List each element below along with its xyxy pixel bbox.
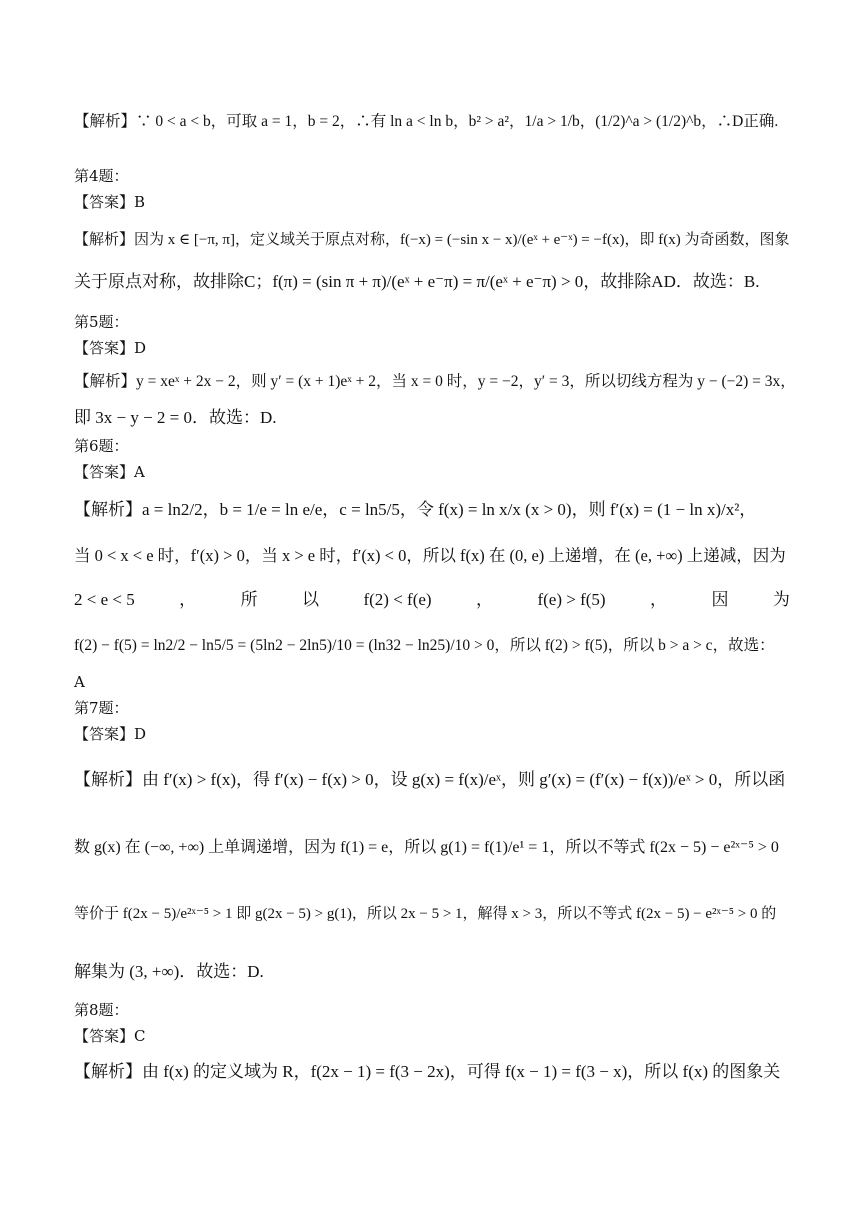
q6-l3-p4: f(2) < f(e) xyxy=(363,590,432,609)
q6-analysis-line-3 xyxy=(74,590,790,610)
q6-l3-p7: ， xyxy=(650,590,668,609)
q6-analysis-line-5: A xyxy=(74,673,85,691)
q8-title: 第8题： xyxy=(74,1001,129,1019)
q4-text-1c: ，即 f(x) 为奇函数，图象 xyxy=(624,232,790,248)
q8-analysis-line-1 xyxy=(74,1062,794,1082)
analysis-label: 【解析】 xyxy=(74,113,137,130)
q4-analysis-line-2 xyxy=(74,272,794,292)
q6-analysis-line-1 xyxy=(74,500,794,520)
q4-formula-2: f(π) = (sin π + π)/(eˣ + e⁻π) = π/(eˣ + e⁻π) > 0 xyxy=(272,272,584,291)
q4-analysis-line-1 xyxy=(74,230,794,250)
answer-label: 【答案】 xyxy=(74,463,135,481)
analysis-label: 【解析】 xyxy=(74,232,135,248)
q6-l3-p6: f(e) > f(5) xyxy=(537,590,606,609)
q6-l3-p0: 2 < e < 5 xyxy=(74,590,135,609)
q6-l3-p9: 为 xyxy=(772,590,790,609)
q5-answer-line xyxy=(74,338,794,358)
q6-analysis-line-4: f(2) − f(5) = ln2/2 − ln5/5 = (5ln2 − 2ln5)/10 = (ln32 − ln25)/10 > 0，所以 f(2) > f(5)，所以 b > a > c，故选： xyxy=(74,637,775,654)
q7-analysis-line-2: 数 g(x) 在 (−∞, +∞) 上单调递增，因为 f(1) = e，所以 g(1) = f(1)/e¹ = 1，所以不等式 f(2x − 5) − e²ˣ⁻⁵ > 0 xyxy=(74,839,779,856)
q8-answer: C xyxy=(134,1027,146,1045)
q4-answer-line xyxy=(74,192,794,212)
q4-text-1a: 因为 x ∈ [−π, π]，定义域关于原点对称， xyxy=(134,232,400,248)
q3-analysis-line xyxy=(74,112,794,132)
q6-l3-p8: 因 xyxy=(711,590,729,609)
q7-answer: D xyxy=(134,725,147,743)
analysis-label: 【解析】 xyxy=(74,1062,142,1081)
q4-text-2c: ，故排除AD．故选：B. xyxy=(583,272,760,291)
q6-text-1: a = ln2/2，b = 1/e = ln e/e，c = ln5/5，令 f(x) = ln x/x (x > 0)，则 f′(x) = (1 − ln x)/x²， xyxy=(142,500,757,519)
q7-analysis-line-4: 解集为 (3, +∞)．故选：D. xyxy=(74,962,264,981)
q6-l3-p3: 以 xyxy=(302,590,320,609)
q6-answer: A xyxy=(134,463,145,481)
q8-text-1: 由 f(x) 的定义域为 R，f(2x − 1) = f(3 − 2x)，可得 f(x − 1) = f(3 − x)，所以 f(x) 的图象关 xyxy=(142,1062,781,1081)
q6-l3-p2: 所 xyxy=(240,590,258,609)
q8-answer-line xyxy=(74,1026,794,1046)
q5-title: 第5题： xyxy=(74,313,129,331)
q4-answer: B xyxy=(134,193,146,211)
q7-analysis-line-3: 等价于 f(2x − 5)/e²ˣ⁻⁵ > 1 即 g(2x − 5) > g(1)，所以 2x − 5 > 1，解得 x > 3，所以不等式 f(2x − 5) − e²ˣ⁻⁵ > 0 的 xyxy=(74,906,777,922)
q7-answer-line xyxy=(74,724,794,744)
q5-analysis-line-2: 即 3x − y − 2 = 0．故选：D. xyxy=(74,408,277,427)
q5-analysis-line-1 xyxy=(74,372,794,392)
q4-text-2a: 关于原点对称，故排除C； xyxy=(74,272,273,291)
answer-label: 【答案】 xyxy=(74,725,135,743)
analysis-label: 【解析】 xyxy=(74,770,142,789)
q3-analysis-text: ∵ 0 < a < b，可取 a = 1，b = 2，∴有 ln a < ln b，b² > a²，1/a > 1/b，(1/2)^a > (1/2)^b，∴D正确. xyxy=(136,113,779,130)
q5-answer: D xyxy=(134,339,147,357)
q4-title: 第4题： xyxy=(74,167,129,185)
q5-text-1: y = xeˣ + 2x − 2，则 y′ = (x + 1)eˣ + 2，当 x = 0 时，y = −2，y′ = 3，所以切线方程为 y − (−2) = 3x， xyxy=(136,373,796,390)
q7-title: 第7题： xyxy=(74,699,129,717)
q6-title: 第6题： xyxy=(74,437,129,455)
q6-l3-p5: ， xyxy=(476,590,494,609)
q7-analysis-line-1 xyxy=(74,770,794,790)
answer-label: 【答案】 xyxy=(74,1027,135,1045)
analysis-label: 【解析】 xyxy=(74,373,137,390)
q6-l3-p1: ， xyxy=(179,590,197,609)
answer-label: 【答案】 xyxy=(74,193,135,211)
q6-analysis-line-2: 当 0 < x < e 时，f′(x) > 0，当 x > e 时，f′(x) < 0，所以 f(x) 在 (0, e) 上递增，在 (e, +∞) 上递减，因为 xyxy=(74,546,786,565)
q4-formula-1: f(−x) = (−sin x − x)/(eˣ + e⁻ˣ) = −f(x) xyxy=(399,232,625,248)
answer-label: 【答案】 xyxy=(74,339,135,357)
q6-answer-line xyxy=(74,462,794,482)
analysis-label: 【解析】 xyxy=(74,500,142,519)
q7-text-1: 由 f′(x) > f(x)，得 f′(x) − f(x) > 0，设 g(x) = f(x)/eˣ，则 g′(x) = (f′(x) − f(x))/eˣ > 0，所以函 xyxy=(142,770,786,789)
